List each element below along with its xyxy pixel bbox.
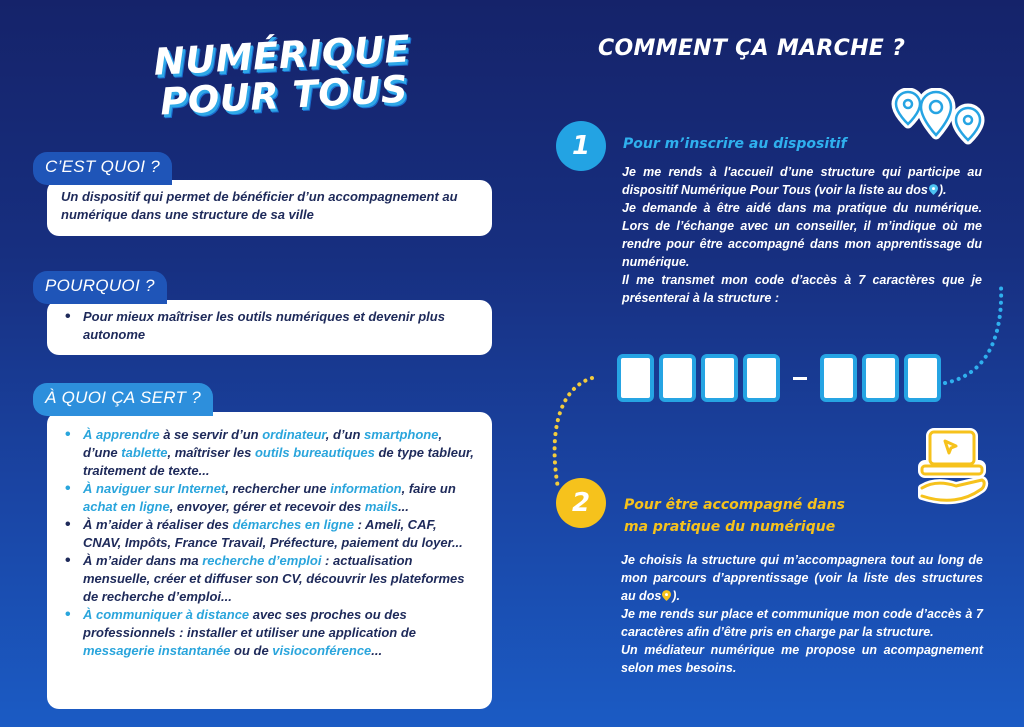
highlighted-keyword: À naviguer sur Internet [83, 481, 226, 496]
pourquoi-heading [33, 271, 167, 304]
step-1-p1-end: ). [938, 183, 947, 197]
usage-text: avec ses proches ou des professionnels : installer et utiliser une application de [83, 607, 417, 640]
main-title-line-1: NUMÉRIQUE [152, 27, 412, 84]
step-1-body [622, 163, 982, 307]
usage-text: , faire un [401, 481, 456, 496]
step-2-paragraph-1 [621, 551, 983, 605]
dotted-connector-cyan [935, 280, 1015, 390]
highlighted-keyword: démarches en ligne [232, 517, 354, 532]
code-box [617, 354, 654, 402]
main-title [136, 28, 430, 123]
highlighted-keyword: À communiquer à distance [83, 607, 250, 622]
usage-list-item [61, 606, 478, 660]
usage-text: : Ameli, CAF, CNAV, Impôts, France Travail, Préfecture, paiement du loyer... [83, 517, 463, 550]
usage-list-item [61, 480, 478, 516]
step-2-title-line-2: ma pratique du numérique [624, 519, 836, 535]
highlighted-keyword: mails [364, 499, 399, 514]
step-2-badge [556, 478, 606, 528]
main-title-line-2: POUR TOUS [159, 67, 409, 124]
usage-list-item [61, 426, 478, 480]
step-1-badge [556, 121, 606, 171]
pourquoi-card [47, 300, 492, 355]
step-1-paragraph-3: Il me transmet mon code d’accès à 7 caractères que je présenterai à la structure : [622, 273, 982, 305]
step-1-p1-text: Je me rends à l'accueil d’une structure qui participe au dispositif Numérique Pour Tous (voir la liste au dos [622, 165, 982, 197]
usage-list-item [61, 552, 478, 606]
step-2-p1-text: Je choisis la structure qui m’accompagnera tout au long de mon parcours d’apprentissage (voir la liste des structures au dos [621, 553, 983, 603]
usage-text: À m’aider dans ma [83, 553, 203, 568]
access-code-boxes [617, 354, 941, 402]
step-2-body [621, 551, 983, 677]
highlighted-keyword: ordinateur [262, 427, 326, 442]
code-box [820, 354, 857, 402]
code-separator [793, 377, 807, 380]
location-pins-icon [890, 88, 990, 148]
highlighted-keyword: À apprendre [83, 427, 160, 442]
usage-text: , rechercher une [225, 481, 331, 496]
usage-text: , maîtriser les [167, 445, 255, 460]
highlighted-keyword: messagerie instantanée [83, 643, 231, 658]
pourquoi-bullet [61, 308, 478, 344]
usage-text: , d’une [83, 427, 443, 460]
usage-list [61, 426, 478, 660]
a-quoi-ca-sert-heading [33, 383, 213, 416]
step-2-p1-end: ). [672, 589, 680, 603]
a-quoi-ca-sert-card [47, 412, 492, 709]
code-box [701, 354, 738, 402]
code-box [862, 354, 899, 402]
highlighted-keyword: achat en ligne [83, 499, 170, 514]
map-pin-icon [929, 184, 938, 195]
cest-quoi-text: Un dispositif qui permet de bénéficier d’un accompagnement au numérique dans une structure de sa ville [61, 189, 458, 222]
usage-text: , envoyer, gérer et recevoir des [169, 499, 365, 514]
step-2-title [624, 494, 845, 538]
usage-text: À m’aider à réaliser des [83, 517, 233, 532]
right-title: COMMENT ÇA MARCHE ? [598, 36, 906, 61]
code-box [659, 354, 696, 402]
step-1-number: 1 [571, 131, 591, 161]
pourquoi-heading-label: POURQUOI ? [45, 276, 155, 295]
usage-text: ... [398, 499, 409, 514]
highlighted-keyword: information [330, 481, 402, 496]
usage-list-item [61, 516, 478, 552]
highlighted-keyword: tablette [121, 445, 168, 460]
usage-text: , d’un [325, 427, 365, 442]
step-1-paragraph-2: Je demande à être aidé dans ma pratique du numérique. Lors de l’échange avec un conseiller, il m’indique où me rendre pour être accompagné dans mon apprentissage du numérique. [622, 201, 982, 269]
code-box [743, 354, 780, 402]
step-2-number: 2 [571, 488, 591, 518]
highlighted-keyword: outils bureautiques [254, 445, 375, 460]
highlighted-keyword: visioconférence [272, 643, 372, 658]
usage-text: ou de [230, 643, 273, 658]
cest-quoi-heading-label: C’EST QUOI ? [45, 157, 161, 176]
usage-text: de type tableur, traitement de texte... [83, 445, 474, 478]
step-2-paragraph-3: Un médiateur numérique me propose un acompagnement selon mes besoins. [621, 643, 983, 675]
laptop-hand-icon [918, 428, 990, 508]
usage-text: ... [371, 643, 383, 658]
step-1-paragraph-1 [622, 163, 982, 199]
pourquoi-bullet-text: Pour mieux maîtriser les outils numériques et devenir plus autonome [83, 309, 445, 342]
usage-text: à se servir d’un [159, 427, 263, 442]
cest-quoi-heading [33, 152, 172, 185]
highlighted-keyword: recherche d’emploi [202, 553, 322, 568]
highlighted-keyword: smartphone [364, 427, 439, 442]
usage-text: : actualisation mensuelle, créer et diffuser son CV, découvrir les plateformes de recherche d’emploi... [83, 553, 465, 604]
cest-quoi-card [47, 180, 492, 236]
map-pin-icon [662, 590, 671, 601]
step-1-title: Pour m’inscrire au dispositif [623, 136, 847, 152]
step-2-paragraph-2: Je me rends sur place et communique mon code d’accès à 7 caractères afin d’être pris en charge par la structure. [621, 607, 983, 639]
a-quoi-ca-sert-heading-label: À QUOI ÇA SERT ? [45, 388, 201, 407]
step-2-title-line-1: Pour être accompagné dans [624, 497, 845, 513]
